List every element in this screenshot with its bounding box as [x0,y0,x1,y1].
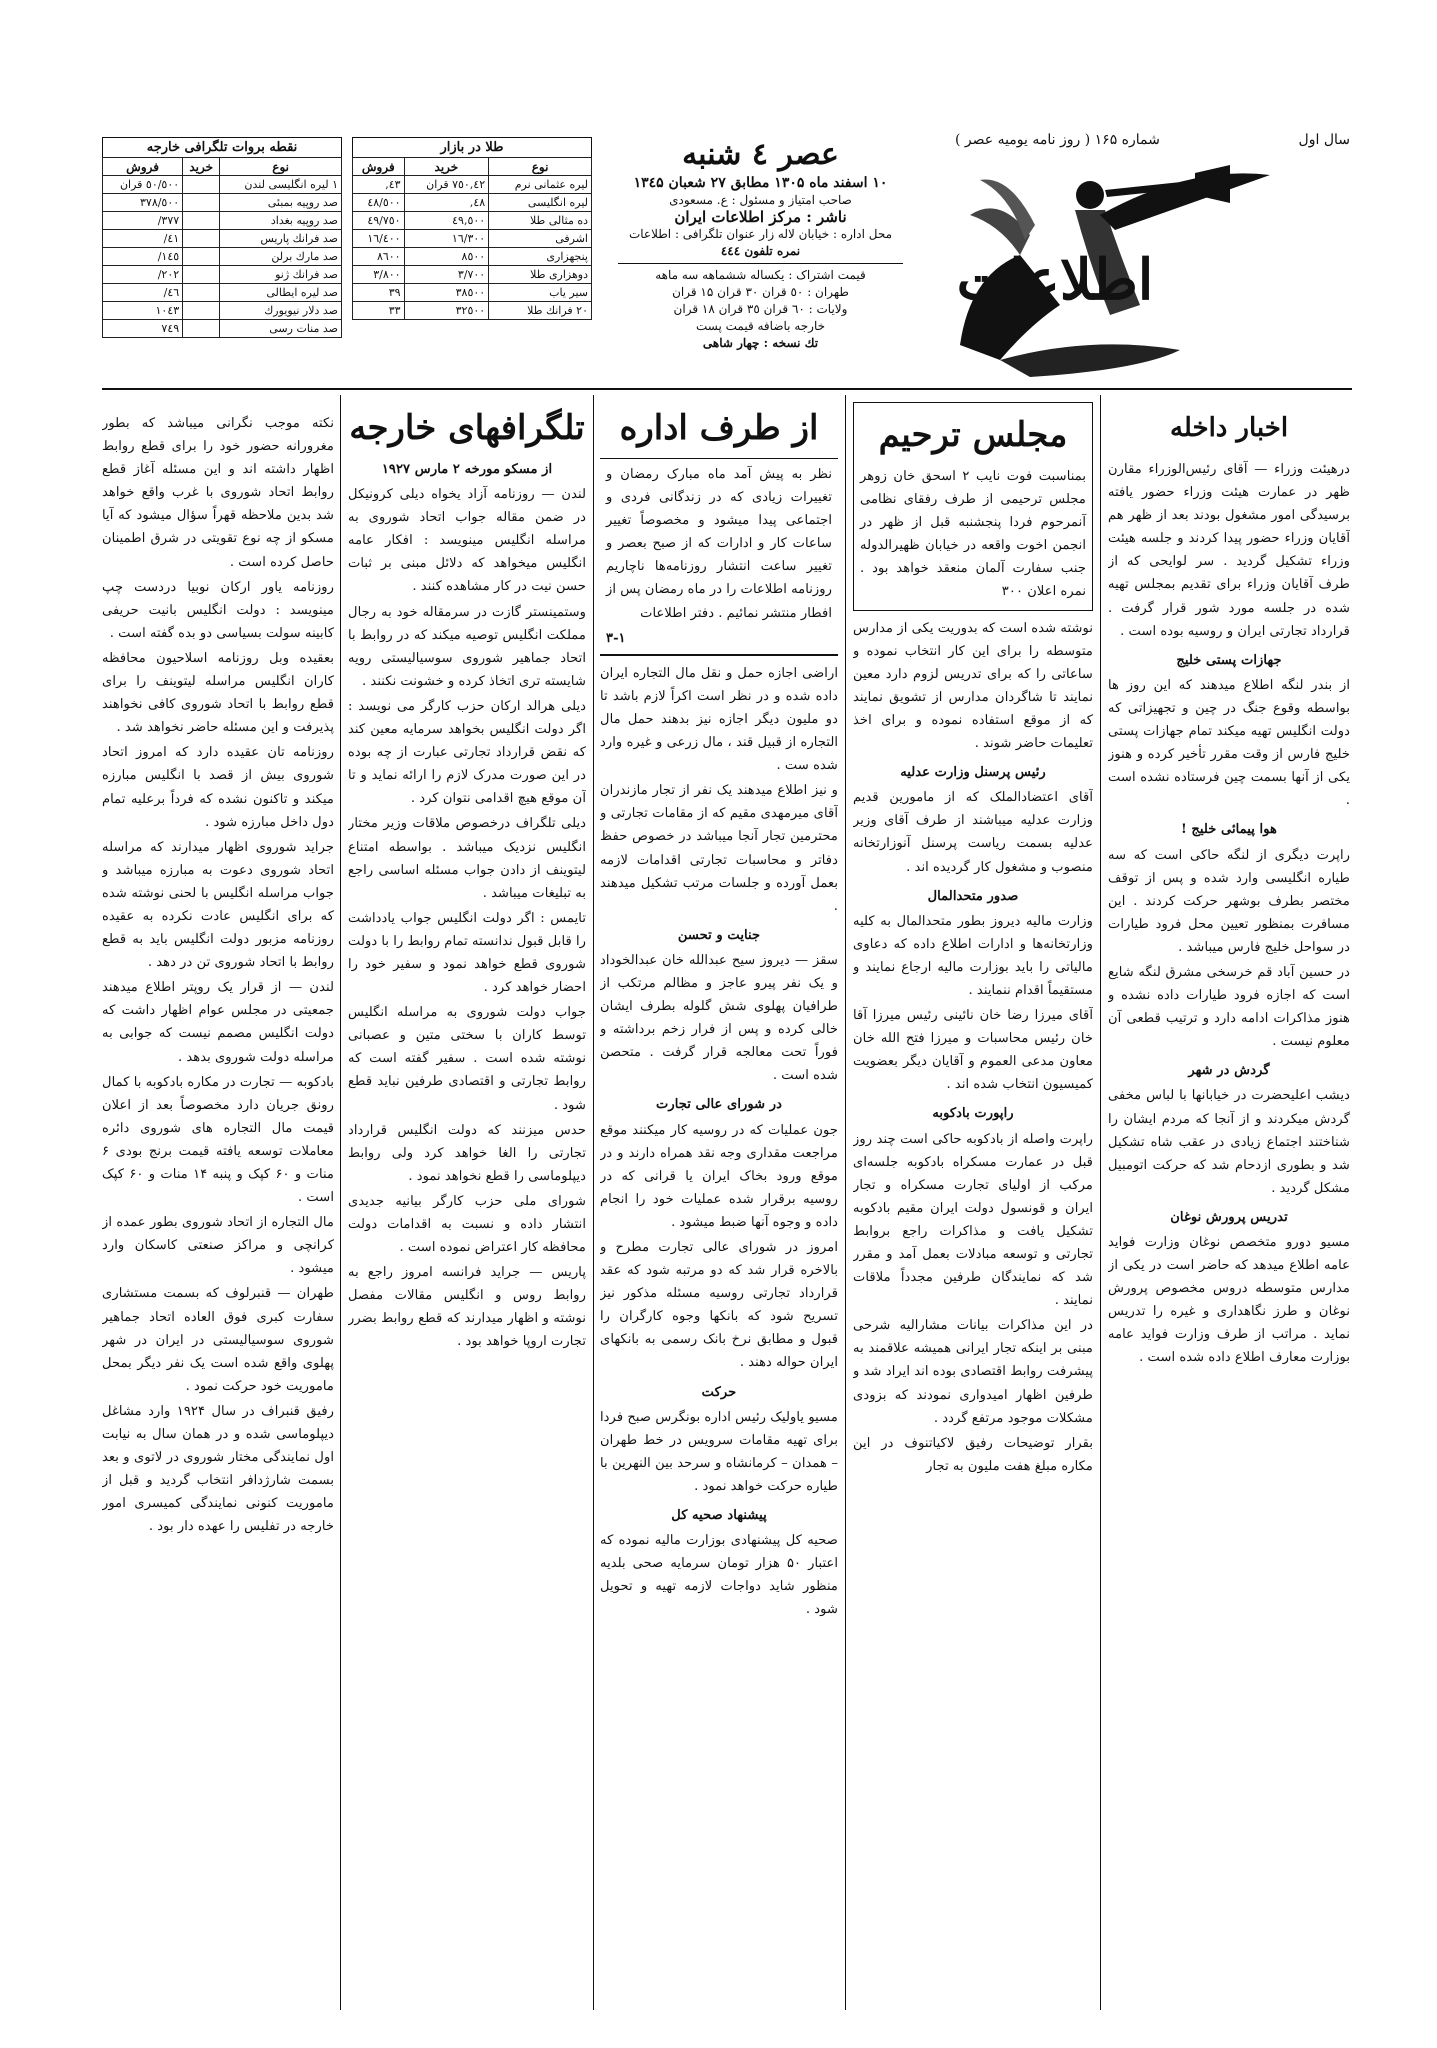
table-row [103,320,342,338]
office-notice-title: از طرف اداره [619,408,819,448]
article-paragraph: پاریس — جراید فرانسه امروز راجع به روابط روس و انگلیس مقالات مفصل نوشته و اظهار میدارند که قطع روابط بضرر تجارت اروپا خواهد بود . [348,1265,586,1350]
subscription-head: قیمت اشتراک : یکساله ششماهه سه ماهه [655,268,866,282]
gold-col-sell: فروش [353,158,405,176]
cell: پنجهزاری [489,248,592,266]
article-paragraph: روزنامه تان عقیده دارد که امروز اتحاد شوروی بیش از قصد با انگلیس مبارزه میکند و تاکنون نشده که فرداً برعلیه تمام دول داخل مبارزه شود . [102,745,334,830]
article-paragraph: دیشب اعلیحضرت در خیابانها با لباس مخفی گردش میکردند و از آنجا که مردم ایشان را شناختند اجتماع زیادی در عقب شاه تشکیل شد و بطوری ازدحام شد که حرکت اتومبیل مشکل گردید . [1108,1088,1350,1196]
cell: ٣٧٧/ [103,212,183,230]
article-paragraph: و نیز اطلاع میدهند یک نفر از تجار مازندران آقای میرمهدی مقیم که از مقامات تجارتی و محترمین تجار آنجا میباشد در خصوص حفظ دفاتر و محاسبات تجارتی اقدامات لازمه بعمل آورده و جلسات مرتب تشکیل میدهند . [600,783,838,914]
table-row [353,302,592,320]
table-row [353,284,592,302]
cell: ٤٨, [404,194,489,212]
article-paragraph: در حسین آباد قم خرسخی مشرق لنگه شایع است که اجازه فرود طیارات داده نشده و هنوز مذاکرات ادامه دارد و ترتیب قطعی آن معلوم نیست . [1108,964,1350,1050]
table-row [353,176,592,194]
cell [183,194,220,212]
article-heading: راپورت بادکوبه [932,1106,1014,1122]
notice-number: ۳-۱ [606,630,626,646]
issue-label: شماره ۱۶۵ ( روز نامه یومیه عصر ) [955,132,1160,148]
article-paragraph: بمناسبت فوت نایب ۲ اسحق خان زوهر مجلس ترحیمی از طرف رفقای نظامی آنمرحوم فردا پنجشنبه قبل از ظهر در انجمن اخوت واقعه در خیابان ظهیرالدوله جنب سفارت آلمان منعقد خواهد بود . نمره اعلان ۳۰۰ [860,469,1086,600]
tel-col-sell: فروش [103,158,183,176]
cell [183,266,220,284]
article-heading: هوا پیمائی خلیج ! [1181,822,1277,838]
article-paragraph: اراضی اجازه حمل و نقل مال التجاره ایران داده شده و در نظر است اکراً لازم باشد تا دو ملیون دیگر اجازه نیز بدهند حمل مال التجاره از قبیل قند ، مال زرعی و غیره وارد شده ست . [600,665,838,774]
column-divider [845,395,846,2010]
cell: ٤٨/٥٠٠ [353,194,405,212]
phone-line: نمره تلفون ٤٤٤ [720,244,801,258]
article-heading: در شورای عالی تجارت [655,1097,783,1113]
cell: صد فرانك پاریس [220,230,342,248]
cell: ٥٠/٥٠٠ قران [103,176,183,194]
cell [183,230,220,248]
article-paragraph: دیلی هرالد ارکان حزب کارگر می نویسد : اگر دولت انگلیس بخواهد سرمایه معین کند که نقض قرارداد تجارتی عبارت از چه بوده در این صورت مدرک لازم را ارائه نماید و تا آن موقع هیچ اقدامی نتوان کرد . [348,698,586,807]
article-paragraph: آقای میرزا رضا خان نائینی رئیس میرزا آقا خان رئیس محاسبات و میرزا فتح الله خان معاون مدعی العموم و آقایان دیگر بعضویت کمیسیون انتخاب شده اند . [853,1008,1093,1093]
table-row [103,212,342,230]
section-title-domestic: اخبار داخله [1169,413,1289,443]
cell: ٣٢٥٠٠ [404,302,489,320]
cell: صد دلار نیویورك [220,302,342,320]
article-paragraph: راپرت واصله از بادکوبه حاکی است چند روز قبل در عمارت مسکراه بادکوبه جلسه‌ای مرکب از اولیای تجارت مسکراه و تجار ایران و قونسول دولت ایران مقیم بادکوبه تشکیل یافت و مذاکرات راجع بروابط تجارتی و توسعه مبادلات بعمل آمد و مقرر شد که نمایندگان طرفین مجدداً ملاقات نمایند . [853,1131,1093,1309]
article-heading: حرکت [701,1384,737,1400]
column-domestic-news [1108,400,1350,2000]
cell: سیر یاب [489,284,592,302]
cell: صد مارك برلن [220,248,342,266]
cell [183,302,220,320]
table-row [103,302,342,320]
cell [183,212,220,230]
cell: ٣٣ [353,302,405,320]
cell: ٤٣, [353,176,405,194]
article-paragraph: آقای اعتضادالملک که از مامورین قدیم وزارت عدلیه میباشند از طرف آقای وزیر عدلیه بسمت ریاست پرسنل آنوزارتخانه منصوب و مشغول کار گردیده اند . [853,790,1093,875]
cell: صد لیره ایطالی [220,284,342,302]
article-paragraph: از بندر لنگه اطلاع میدهند که این روز ها بواسطه وقوع جنگ در چین و تجهیزاتی که دولت انگلیس تهیه میکند تمام جهازات پستی خلیج فارس از وقت مقرر تأخیر کرده و هنوز یکی از آنها بسمت چین فرستاده نشده است . [1108,677,1350,809]
cell: ۲۰ فرانك طلا [489,302,592,320]
foreign-telegrams-title: تلگرافهای خارجه [349,408,585,448]
cell: ٤١/ [103,230,183,248]
mast-divider [618,263,903,264]
article-heading: رئیس پرسنل وزارت عدلیه [900,765,1046,781]
article-paragraph: سقز — دیروز سیح عبدالله خان عبدالخوداد و یک نفر پیرو عاجز و مظالم مرتکب از طرافیان پهلوی شش گلوله بطرف ایشان خالی کرده و پس از فرار زخم برداشته و فوراً تحت معالجه قرار گرفت . متحصن شده است . [600,952,838,1084]
cell: اشرفی [489,230,592,248]
column-divider [1100,395,1101,2010]
cell: دوهزاری طلا [489,266,592,284]
article-paragraph: جواب دولت شوروی به مراسله انگلیس توسط کاران با سختی متین و عصبانی نوشته شده است . سفیر گفته است که روابط تجارتی و اقتصادی طرفین نباید قطع شود . [348,1005,586,1113]
column-memorial [853,400,1093,2000]
cell: ١٠٤٣ [103,302,183,320]
article-paragraph: دیلی تلگراف درخصوص ملاقات وزیر مختار انگلیس نزدیک میباشد . بواسطه امتناع لیتوینف از دادن جواب مسئله اساسی راجع به تبلیغات میباشد . [348,816,586,901]
article-paragraph: راپرت دیگری از لنگه حاکی است که سه طیاره انگلیسی وارد شده و پس از توقف مختصر بطرف بوشهر حرکت کردند . این مسافرت بمنظور تعیین محل فرود طیارات در سواحل خلیج فارس میباشد . [1108,847,1350,955]
cell: صد منات رسی [220,320,342,338]
column-divider [340,395,341,2010]
masthead-info [608,135,913,380]
cell [183,320,220,338]
table-row [103,284,342,302]
article-paragraph: نوشته شده است که بدوریت یکی از مدارس متوسطه را برای این کار انتخاب نموده و ساعاتی را که برای تدریس لزوم دارد معین نمایند تا شاگردان مدارس از تشویق نمایند که از موقع استفاده نموده و برای اخذ تعلیمات حاضر شوند . [853,620,1093,752]
table-row [103,248,342,266]
article-heading: جهازات پستی خلیج [1176,652,1282,668]
article-paragraph: وزارت مالیه دیروز بطور متحدالمال به کلیه وزارتخانه‌ها و ادارات اطلاع داده که دعاوی مالیاتی را باید بوزارت مالیه ارجاع نمایند و مستقیماً اقدام ننمایند . [853,913,1093,998]
memorial-title: مجلس ترحیم [878,415,1068,455]
table-row [353,194,592,212]
article-paragraph: لندن — از قرار یک روپتر اطلاع میدهند جمعیتی در مجلس عوام اظهار داشت که دولت انگلیس مصمم نیست که جوابی به مراسله دولت شوروی بدهد . [102,980,334,1065]
table-row [353,248,592,266]
telegraph-rates-table [102,137,342,338]
masthead-logo [940,155,1340,380]
telegraph-table-title: نقطه بروات تلگرافی خارجه [102,137,342,157]
article-paragraph: وستمینستر گازت در سرمقاله خود به رجال مملکت انگلیس توصیه میکند که در روابط با اتحاد جماهیر شوروی سوسیالیستی رویه شایسته تری اتخاذ کرده و خشونت نکنند . [348,604,586,689]
article-paragraph: نظر به پیش آمد ماه مبارک رمضان و تغییرات زیادی که در زندگانی فردی و اجتماعی پیدا میشود و مخصوصاً تغییر ساعات کار و ادارات که از صبح بعصر و تغییر ساعت انتشار روزنامه‌ها ناچاریم روزنامه اطلاعات را در ماه رمضان پس از افطار منتشر نمائیم . دفتر اطلاعات [606,467,832,621]
article-paragraph: مسیو یاولیک رئیس اداره بونگرس صبح فردا برای تهیه مقامات سرویس در خط طهران – همدان – کرمانشاه و سرحد بین النهرین با طیاره حرکت خواهد نمود . [600,1409,838,1494]
single-copy-price: تك نسخه : چهار شاهی [702,336,819,350]
provinces-price: ولایات : ٦٠ قران ۳٥ قران ۱۸ قران [673,302,848,316]
memorial-notice [853,402,1093,611]
logo-text: اطلاعات [956,247,1154,313]
article-paragraph: روزنامه یاور ارکان نوبیا دردست چپ مینویسد : دولت انگلیس بانیت حریفی کابینه سولت بسیاسی دو بده گفته است . [102,579,334,641]
year-label: سال اول [1298,132,1350,148]
article-paragraph: بقرار توضیحات رفیق لاکیاتنوف در این مکاره مبلغ هفت ملیون به تجار [853,1435,1093,1474]
cell: ١٤٥/ [103,248,183,266]
cell: ٨٥٠٠ [404,248,489,266]
article-heading: جنایت و تحسن [677,927,761,943]
cell: ٨٦٠٠ [353,248,405,266]
cell: ٤٩/٧٥٠ [353,212,405,230]
cell: ٣٨٥٠٠ [404,284,489,302]
article-paragraph: صحیه کل پیشنهادی بوزارت مالیه نموده که اعتبار ۵۰ هزار تومان سرمایه صحی بلدیه منظور شاید دواجات لازمه تهیه و تحویل شود . [600,1533,838,1618]
article-paragraph: نکته موجب نگرانی میباشد که بطور مغرورانه حضور خود را برای قطع روابط اظهار داشته اند و این مسئله آغاز قطع روابط اتحاد شوروی با غرب واقع خواهد شد بدین ملاحظه قهراً سؤال میشود که آیا مسکو از چه نوع تقویتی در شرق اطمینان حاصل کرده است . [102,416,334,570]
header-rule [102,388,1352,390]
telegraph-table [102,157,342,338]
cell: صد فرانك ژنو [220,266,342,284]
table-row [103,266,342,284]
cell: ٣٩ [353,284,405,302]
gold-col-type: نوع [489,158,592,176]
dateline: از مسکو مورخه ۲ مارس ۱۹۲۷ [381,462,553,477]
column-foreign-telegrams [348,400,586,2000]
gold-table [352,157,592,320]
gold-col-buy: خرید [404,158,489,176]
article-paragraph: تایمس : اگر دولت انگلیس جواب یادداشت را قابل قبول ندانسته تمام روابط را با دولت شوروی قطع خواهد نمود و سفیر خود را احضار خواهد کرد . [348,910,586,996]
cell: ١٦/٣٠٠ [404,230,489,248]
tehran-price: طهران : ٥٠ قران ۳۰ قران ١۵ قران [672,285,849,299]
cell: ٤٩,٥٠٠ [404,212,489,230]
article-paragraph: در این مذاکرات بیانات مشارالیه شرحی مبنی بر اینکه تجار ایرانی همیشه علاقمند به پیشرفت روابط اقتصادی بوده اند ایراد شد و طرفین اظهار امیدواری نمودند که بزودی مشکلات موجود مرتفع گردد . [853,1318,1093,1426]
day-title: عصر ٤ شنبه [682,137,839,172]
article-paragraph: جراید شوروی اظهار میدارند که مراسله اتحاد شوروی دعوت به مبارزه میباشد و جواب مراسله انگلیس با لحنی نوشته شده که برای انگلیس عادت نکرده به عقیده روزنامه مزبور دولت انگلیس باید به قطع روابط با اتحاد شوروی تن در دهد . [102,839,334,971]
table-row [103,194,342,212]
table-row [103,230,342,248]
address-line: محل اداره : خیابان لاله زار عنوان تلگرافی : اطلاعات [628,227,893,241]
column-foreign-continued [102,412,334,2012]
tel-col-buy: خرید [183,158,220,176]
date-line: ۱۰ اسفند ماه ۱۳۰۵ مطابق ۲۷ شعبان ۱۳٤۵ [633,175,888,191]
column-office-notice [600,400,838,2000]
article-paragraph: درهیئت وزراء — آقای رئیس‌الوزراء مقارن ظهر در عمارت هیئت وزراء حضور یافته برسیدگی امور مشغول بودند بعد از ظهر هم آقایان وزراء حضور پیدا کردند و جلسه هیئت وزراء تشکیل گردید . سر لوایحی که از طرف آقایان وزراء برای تقدیم بمجلس تهیه شده در جلسه مورد شور قرار گرفت . قرارداد تجارتی ایران و روسیه بوده است . [1108,462,1350,639]
cell: صد روپیه بمبئی [220,194,342,212]
article-heading: پیشنهاد صحیه کل [671,1508,767,1524]
table-row [353,212,592,230]
cell: ٣/٨٠٠ [353,266,405,284]
article-paragraph: شورای ملی حزب کارگر بیانیه جدیدی انتشار داده و نسبت به اقدامات دولت محافظه کار اعتراض نموده است . [348,1193,586,1256]
article-paragraph: طهران — قنبرلوف که بسمت مستشاری سفارت کبری فوق العاده اتحاد جماهیر شوروی سوسیالیستی در ایران در شهر پهلوی واقع شده است یک نفر دیگر بمحل ماموریت خود حرکت نمود . [102,1286,334,1394]
cell: ٣٧٨/٥٠٠ [103,194,183,212]
article-heading: گردش در شهر [1188,1063,1270,1079]
article-paragraph: مال التجاره از اتحاد شوروی بطور عمده از کرانچی و مراکز صنعتی کاسکان وارد میشود . [102,1215,334,1277]
cell: ١ لیره انگلیسی لندن [220,176,342,194]
owner-line: صاحب امتیاز و مسئول : ع. مسعودی [669,193,852,207]
article-paragraph: لندن — روزنامه آزاد یخواه دیلی کرونیکل در ضمن مقاله جواب اتحاد شوروی به مراسله انگلیس مینویسد : افکار عامه انگلیس میخواهد که دلائل مبنی بر ثبات حسن نیت در کار مشاهده کنند . [348,487,586,595]
article-paragraph: رفیق قنبراف در سال ۱۹۲۴ وارد مشاغل دیپلوماسی شده و در همان سال به نیابت اول نمایندگی مختار شوروی در لاتوی و بعد بسمت شارژدافر انتخاب گردید و قبل از ماموریت کنونی نمایندگی کمیسری امور خارجه در تفلیس را عهده دار بود . [102,1403,334,1535]
cell: ٢٠٢/ [103,266,183,284]
cell: ٤۲,٧٥٠ قران [404,176,489,194]
cell: صد روپیه بغداد [220,212,342,230]
article-heading: تدریس پرورش نوغان [1170,1209,1288,1225]
publisher-line: ناشر : مرکز اطلاعات ایران [674,208,847,226]
cell [183,248,220,266]
cell [183,284,220,302]
cell: ده مثالی طلا [489,212,592,230]
cell [183,176,220,194]
cell: لیره عثمانی نرم [489,176,592,194]
cell: ٧٤٩ [103,320,183,338]
article-paragraph: امروز در شورای عالی تجارت مطرح و بالاخره قرار شد که دو مرتبه شود که عقد قرارداد تجارتی روسیه مسئله مذکور نیز تسریح شود که بانکها وجوه کارگران را قبول و مطابق نرخ بانک رسمی به بانکهای ایران حواله دهند . [600,1240,838,1371]
article-paragraph: مسیو دورو متخصص نوغان وزارت فواید عامه اطلاع میدهد که حاضر است در یکی از مدارس متوسطه دروس مخصوص پرورش نوغان و طرز نگاهداری و غیره را تدریس نماید . مراتب از طرف وزارت فواید عامه بوزارت معارف اطلاع داده شده است . [1108,1235,1350,1366]
cell: ٤٦/ [103,284,183,302]
gold-table-title: طلا در بازار [352,137,592,157]
article-heading: صدور متحدالمال [927,888,1019,904]
table-row [353,230,592,248]
table-row [353,266,592,284]
article-paragraph: بادکوبه — تجارت در مکاره بادکوبه با کمال رونق جریان دارد مخصوصاً بعد از اعلان قیمت مال التجاره های شوروی دائره معاملات توسعه یافته قیمت برنج بودی ۶ منات و ۶۰ کپک و پنبه ۱۴ منات و ۶۰ کپک است . [102,1074,334,1206]
article-paragraph: بعقیده وبل روزنامه اسلاحیون محافظه کاران انگلیس مراسله لیتوینف را برای قطع روابط با اتحاد شوروی کافی نخواهند پذیرفت و این مسئله حاضر نخواهد شد . [102,650,334,736]
issue-line [955,132,1350,148]
cell: ١٦/٤٠٠ [353,230,405,248]
article-paragraph: حدس میزنند که دولت انگلیس قرارداد تجارتی را الغا خواهد کرد ولی روابط دیپلوماسی را قطع نخواهد نمود . [348,1122,586,1184]
column-divider [593,395,594,2010]
abroad-price: خارجه باضافه قیمت پست [695,319,826,333]
gold-price-table [352,137,592,320]
table-row [103,176,342,194]
tel-col-type: نوع [220,158,342,176]
office-notice-box [600,458,838,656]
cell: لیره انگلیسی [489,194,592,212]
article-paragraph: جون عملیات که در روسیه کار میکنند موقع مراجعت مقداری وجه نقد همراه دارند و در موقع ورود بخاک ایران یا قرانی که در روسیه برقرار شده عملیات خود را انجام داده و وجوه آنها ضبط میشود . [600,1122,838,1230]
cell: ٣/٧٠٠ [404,266,489,284]
